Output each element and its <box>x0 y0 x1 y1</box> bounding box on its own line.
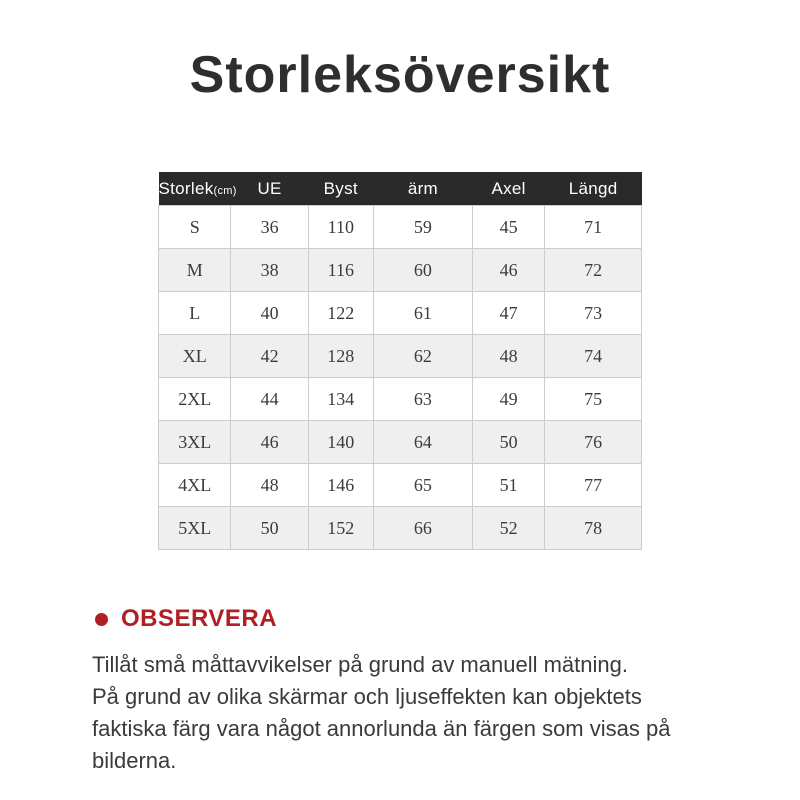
column-header: Axel <box>472 172 544 206</box>
table-row <box>159 249 642 292</box>
size-cell: M <box>159 249 231 292</box>
value-cell: 63 <box>373 378 472 421</box>
value-cell: 42 <box>231 335 308 378</box>
value-cell: 46 <box>231 421 308 464</box>
value-cell: 77 <box>545 464 642 507</box>
value-cell: 49 <box>472 378 544 421</box>
note-line: På grund av olika skärmar och ljuseffekten kan objektets <box>92 684 642 710</box>
value-cell: 73 <box>545 292 642 335</box>
size-cell: 3XL <box>159 421 231 464</box>
value-cell: 44 <box>231 378 308 421</box>
value-cell: 75 <box>545 378 642 421</box>
note-heading <box>95 606 800 632</box>
value-cell: 38 <box>231 249 308 292</box>
value-cell: 60 <box>373 249 472 292</box>
value-cell: 40 <box>231 292 308 335</box>
value-cell: 45 <box>472 206 544 249</box>
table-row <box>159 421 642 464</box>
column-header: Storlek(cm) <box>159 172 231 206</box>
table-row <box>159 507 642 550</box>
size-cell: L <box>159 292 231 335</box>
value-cell: 146 <box>308 464 373 507</box>
value-cell: 52 <box>472 507 544 550</box>
value-cell: 48 <box>472 335 544 378</box>
value-cell: 36 <box>231 206 308 249</box>
table-row <box>159 292 642 335</box>
column-header: UE <box>231 172 308 206</box>
value-cell: 134 <box>308 378 373 421</box>
size-table-container <box>158 172 642 551</box>
value-cell: 51 <box>472 464 544 507</box>
column-header: ärm <box>373 172 472 206</box>
table-row <box>159 206 642 249</box>
column-header: Längd <box>545 172 642 206</box>
page-title: Storleksöversikt <box>189 46 611 104</box>
size-cell: 4XL <box>159 464 231 507</box>
value-cell: 76 <box>545 421 642 464</box>
value-cell: 61 <box>373 292 472 335</box>
value-cell: 59 <box>373 206 472 249</box>
value-cell: 47 <box>472 292 544 335</box>
unit-label: (cm) <box>213 184 237 197</box>
value-cell: 152 <box>308 507 373 550</box>
size-table-body <box>159 206 642 550</box>
value-cell: 74 <box>545 335 642 378</box>
value-cell: 50 <box>472 421 544 464</box>
value-cell: 122 <box>308 292 373 335</box>
size-guide-page <box>0 46 800 800</box>
table-row <box>159 378 642 421</box>
value-cell: 64 <box>373 421 472 464</box>
size-table-header-row <box>159 172 642 206</box>
column-header: Byst <box>308 172 373 206</box>
bullet-icon <box>95 613 108 626</box>
value-cell: 78 <box>545 507 642 550</box>
note-line: faktiska färg vara något annorlunda än färgen som visas på <box>92 716 671 742</box>
note-heading-label: OBSERVERA <box>121 605 278 633</box>
table-row <box>159 335 642 378</box>
value-cell: 128 <box>308 335 373 378</box>
size-cell: 2XL <box>159 378 231 421</box>
value-cell: 48 <box>231 464 308 507</box>
size-cell: S <box>159 206 231 249</box>
value-cell: 46 <box>472 249 544 292</box>
value-cell: 110 <box>308 206 373 249</box>
value-cell: 62 <box>373 335 472 378</box>
size-cell: XL <box>159 335 231 378</box>
note-line: Tillåt små måttavvikelser på grund av manuell mätning. <box>92 652 628 678</box>
value-cell: 66 <box>373 507 472 550</box>
value-cell: 50 <box>231 507 308 550</box>
size-table <box>158 172 642 551</box>
note-body <box>92 649 800 777</box>
table-row <box>159 464 642 507</box>
value-cell: 72 <box>545 249 642 292</box>
note-line: bilderna. <box>92 748 177 774</box>
value-cell: 65 <box>373 464 472 507</box>
value-cell: 71 <box>545 206 642 249</box>
size-cell: 5XL <box>159 507 231 550</box>
value-cell: 116 <box>308 249 373 292</box>
value-cell: 140 <box>308 421 373 464</box>
